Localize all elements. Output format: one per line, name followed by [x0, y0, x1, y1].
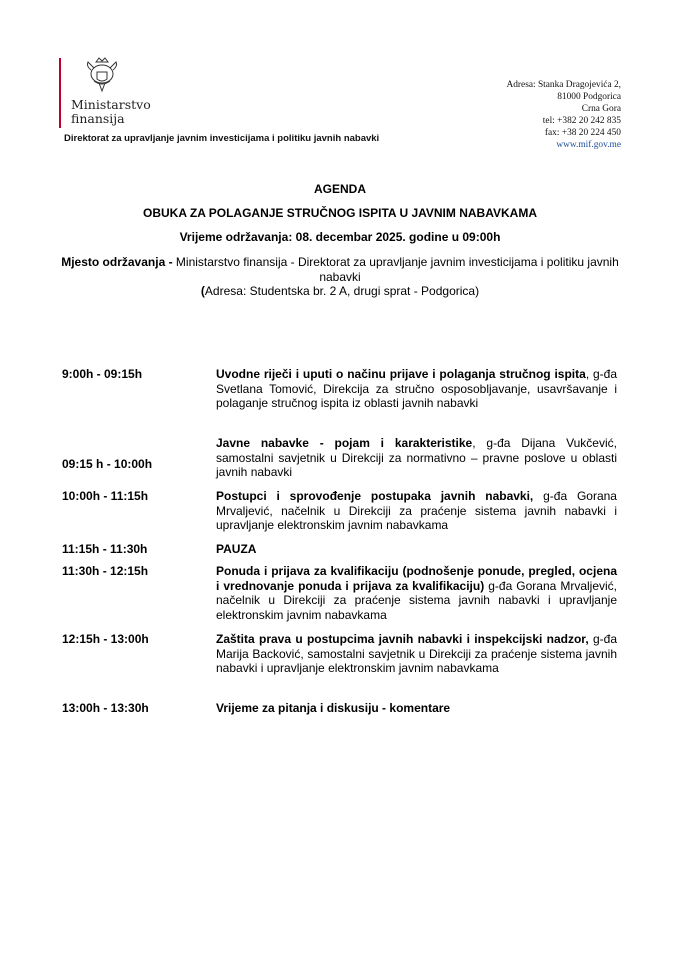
page-title: OBUKA ZA POLAGANJE STRUČNOG ISPITA U JAVNIM NABAVKAMA — [142, 206, 537, 220]
coat-of-arms-icon — [84, 56, 120, 94]
address-line: Adresa: Stanka Dragojevića 2, — [506, 80, 621, 90]
agenda-description — [216, 632, 617, 676]
agenda-time: 11:30h - 12:15h — [62, 564, 149, 578]
ministry-name — [71, 98, 151, 126]
location-paren: ( — [200, 284, 205, 298]
contact-address — [506, 79, 621, 152]
agenda-details: , g-đa Dijana Vukčević, samostalni savjetnik u Direkciji za normativno – pravne poslove u oblasti javnih nabavki — [216, 436, 617, 479]
agenda-title: Vrijeme za pitanja i diskusiju - komentare — [216, 701, 451, 715]
event-time: Vrijeme održavanja: 08. decembar 2025. godine u 09:00h — [179, 230, 501, 244]
agenda-title: Postupci i sprovođenje postupaka javnih nabavki, — [216, 489, 534, 503]
agenda-details: g-đa Gorana Mrvaljević, načelnik u Direkciji za praćenje sistema javnih nabavki i upravljanje elektronskim javnim nabavkama — [216, 578, 617, 622]
agenda-title: Ponuda i prijava za kvalifikaciju (podnošenje ponude, pregled, ocjena i vrednovanje ponuda i prijava za kvalifikaciju) — [216, 564, 617, 593]
ministry-line-1: Ministarstvo — [71, 97, 151, 112]
location-address: Adresa: Studentska br. 2 A, drugi sprat - Podgorica) — [204, 284, 480, 298]
agenda-time: 10:00h - 11:15h — [62, 489, 149, 503]
brand-divider — [59, 58, 61, 128]
agenda-description — [216, 564, 617, 622]
agenda-title: Javne nabavke - pojam i karakteristike — [216, 436, 473, 450]
agenda-time: 9:00h - 09:15h — [62, 367, 143, 381]
agenda-time: 13:00h - 13:30h — [62, 701, 149, 715]
website-link[interactable]: www.mif.gov.me — [556, 140, 621, 151]
phone-line: tel: +382 20 242 835 — [542, 116, 621, 127]
agenda-details: , g-đa Svetlana Tomović, Direkcija za stručno osposobljavanje, usavršavanje i polaganje stručnog ispita iz oblasti javnih nabavki — [216, 367, 618, 410]
agenda-label: AGENDA — [313, 182, 366, 196]
address-line: 81000 Podgorica — [557, 92, 621, 103]
agenda-details: g-đa Marija Backović, samostalni savjetnik u Direkciji za praćenje sistema javnih nabavki i upravljanje elektronskim javnim nabavkama — [216, 632, 617, 675]
agenda-time: 09:15 h - 10:00h — [62, 457, 153, 471]
agenda-title: PAUZA — [216, 542, 257, 556]
agenda-time: 11:15h - 11:30h — [62, 542, 148, 556]
agenda-description — [216, 542, 617, 557]
address-line: Crna Gora — [581, 104, 621, 115]
agenda-details: g-đa Gorana Mrvaljević, načelnik u Direkciji za praćenje sistema javnih nabavki i upravljanje elektronskim javnim nabavkama — [216, 489, 617, 532]
location-label: Mjesto održavanja - — [61, 255, 173, 269]
event-location — [60, 255, 620, 299]
agenda-description — [216, 701, 617, 716]
fax-line: fax: +38 20 224 450 — [544, 128, 621, 139]
agenda-time: 12:15h - 13:00h — [62, 632, 149, 646]
agenda-description — [216, 489, 617, 533]
agenda-description — [216, 436, 617, 480]
ministry-line-2: finansija — [71, 111, 125, 126]
agenda-description — [216, 367, 617, 411]
directorate-name: Direktorat za upravljanje javnim investicijama i politiku javnih nabavki — [64, 133, 380, 144]
agenda-title: Zaštita prava u postupcima javnih nabavki i inspekcijski nadzor, — [216, 632, 589, 646]
location-text: Ministarstvo finansija - Direktorat za upravljanje javnim investicijama i politiku javnih nabavki — [172, 255, 619, 284]
agenda-title: Uvodne riječi i uputi o načinu prijave i polaganja stručnog ispita — [216, 367, 586, 381]
